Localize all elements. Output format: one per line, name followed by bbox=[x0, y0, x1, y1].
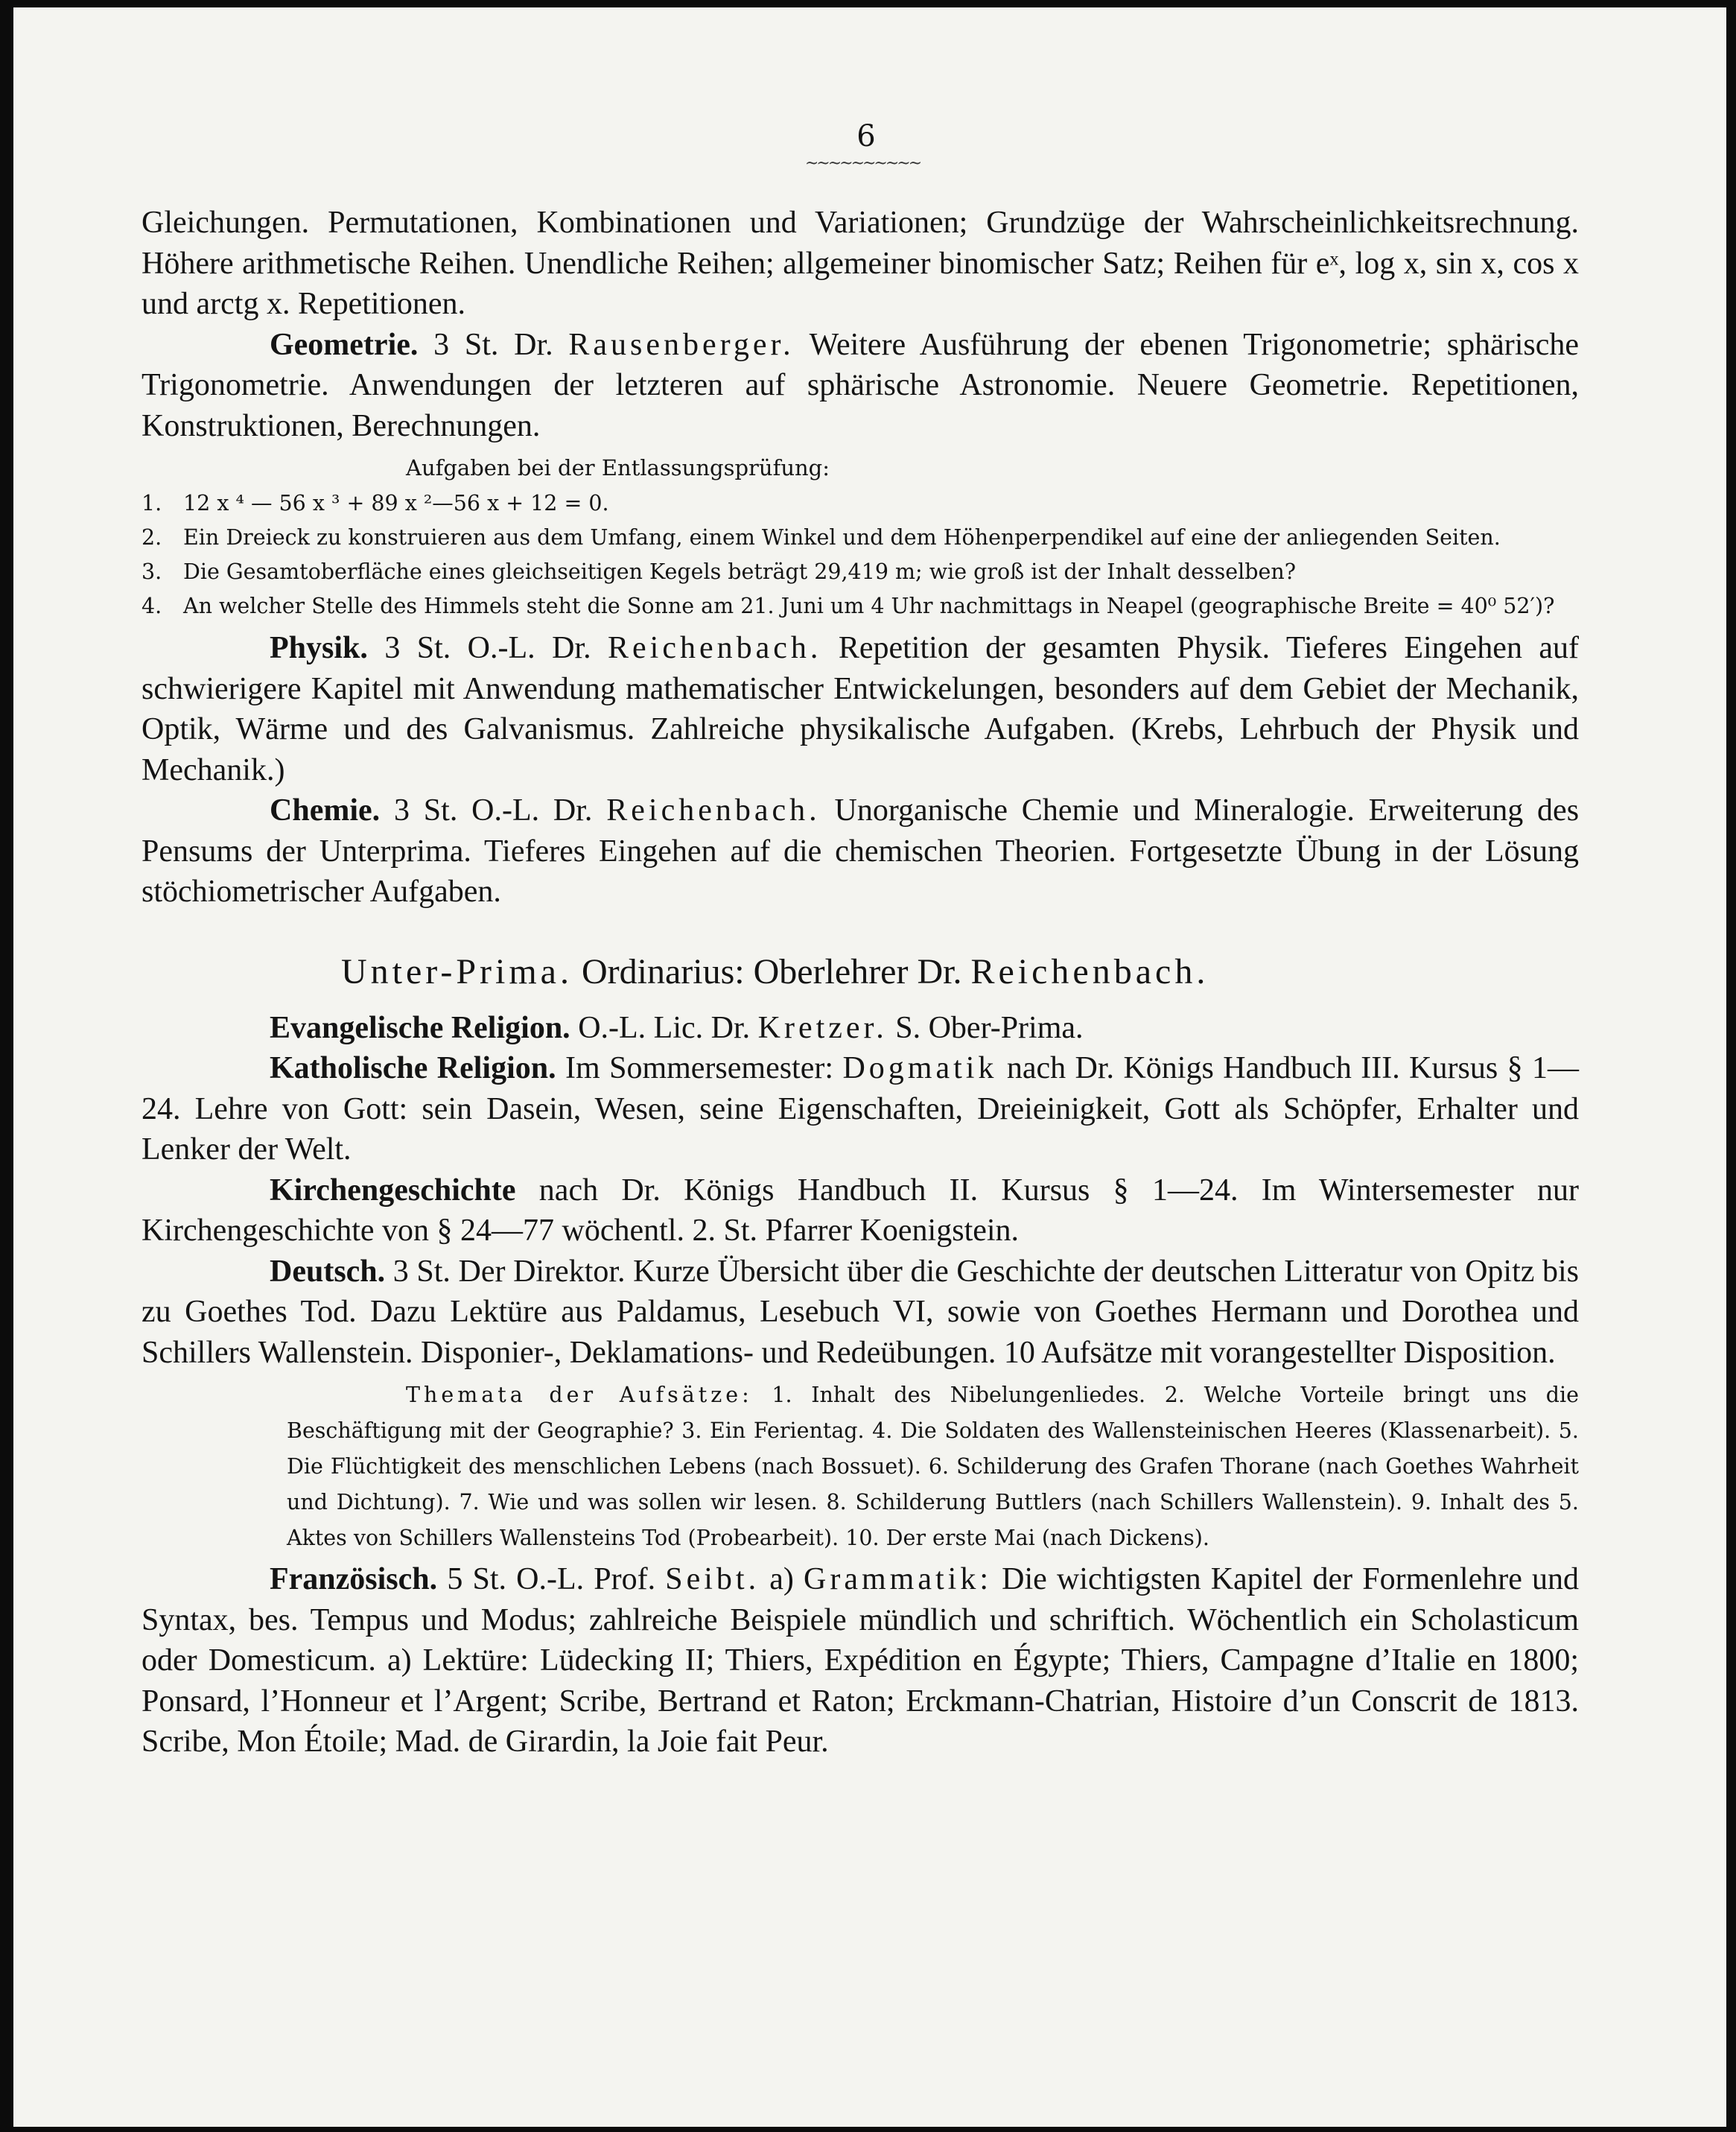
ev-religion-teacher: Kretzer. bbox=[757, 1010, 888, 1045]
geometrie-teacher: Rausenberger. bbox=[568, 327, 795, 362]
aufgabe-item-3: 3. Die Gesamtoberfläche eines gleichseitigen Kegels beträgt 29,419 m; wie groß ist der Inhalt desselben? bbox=[142, 559, 1296, 584]
geometrie-hours: 3 St. Dr. bbox=[433, 327, 553, 362]
chemie-hours: 3 St. O.-L. Dr. bbox=[393, 793, 593, 828]
chemie-text: Unorganische Chemie und Mineralogie. Erweiterung des Pensums der Unterprima. Tieferes Eingehen auf die chemischen Theorien. Fortgesetzte Übung in der Lösung stöchiometrischer Aufgaben. bbox=[142, 793, 1580, 909]
ev-religion-paragraph bbox=[142, 1008, 1579, 1049]
aufgaben-list bbox=[142, 486, 1579, 624]
franzoesisch-text: Die wichtigsten Kapitel der Formenlehre und Syntax, bes. Tempus und Modus; zahlreiche Beispiele mündlich und schriftich. Wöchentlich ein Scholasticum oder Domesticum. a) Lektüre: Lüdecking II; Thiers, Expédition en Égypte; Thiers, Campagne d’Italie en 1800; Ponsard, l’Honneur et l’Argent; Scribe, Bertrand et Raton; Erckmann-Chatrian, Histoire d’un Conscrit de 1813. Scribe, Mon Étoile; Mad. de Girardin, la Joie fait Peur. bbox=[142, 1562, 1580, 1759]
kath-religion-text: nach Dr. Königs Handbuch III. Kursus § 1—24. Lehre von Gott: sein Dasein, Wesen, seine Eigenschaften, Dreieinigkeit, Gott als Schöpfer, Erhalter und Lenker der Welt. bbox=[142, 1051, 1579, 1167]
kirchengeschichte-text: nach Dr. Königs Handbuch II. Kursus § 1—24. Im Wintersemester nur Kirchengeschichte von § 24—77 wöchentl. 2. St. Pfarrer Koenigstein. bbox=[142, 1173, 1580, 1248]
chemie-paragraph bbox=[142, 790, 1579, 913]
physik-paragraph bbox=[142, 628, 1579, 790]
section-heading bbox=[142, 950, 1579, 994]
ev-religion-title: Evangelische Religion. bbox=[270, 1010, 570, 1045]
franzoesisch-grammatik: Grammatik: bbox=[804, 1562, 992, 1596]
franzoesisch-a: a) bbox=[769, 1562, 794, 1596]
kirchengeschichte-title: Kirchengeschichte bbox=[270, 1173, 516, 1208]
geometrie-text: Weitere Ausführung der ebenen Trigonometrie; sphärische Trigonometrie. Anwendungen der letzteren auf sphärische Astronomie. Neuere Geometrie. Repetitionen, Konstruktionen, Berechnungen. bbox=[142, 327, 1580, 443]
aufgaben-caption: Aufgaben bei der Entlassungsprüfung: bbox=[406, 455, 830, 480]
deutsch-text: 3 St. Der Direktor. Kurze Übersicht über die Geschichte der deutschen Litteratur von Opitz bis zu Goethes Tod. Dazu Lektüre aus Paldamus, Lesebuch VI, sowie von Goethes Hermann und Dorothea und Schillers Wallenstein. Disponier-, Deklamations- und Redeübungen. 10 Aufsätze mit vorangestellter Disposition. bbox=[142, 1254, 1579, 1370]
themata-paragraph bbox=[142, 1377, 1579, 1556]
ev-religion-text: S. Ober-Prima. bbox=[895, 1010, 1084, 1045]
geometrie-title: Geometrie. bbox=[270, 327, 419, 362]
kath-religion-topic: Dogmatik bbox=[842, 1051, 998, 1085]
kath-religion-pre: Im Sommersemester: bbox=[565, 1051, 834, 1085]
themata-text: 1. Inhalt des Nibelungenliedes. 2. Welche Vorteile bringt uns die Beschäftigung mit der Geographie? 3. Ein Ferientag. 4. Die Soldaten des Wallensteinischen Heeres (Klassenarbeit). 5. Die Flüchtigkeit des menschlichen Lebens (nach Bossuet). 6. Schilderung des Grafen Thorane (nach Goethes Wahrheit und Dichtung). 7. Wie und was sollen wir lesen. 8. Schilderung Buttlers (nach Schillers Wallenstein). 9. Inhalt des 5. Aktes von Schillers Wallensteins Tod (Probearbeit). 10. Der erste Mai (nach Dickens). bbox=[287, 1383, 1580, 1550]
aufgabe-item-4: 4. An welcher Stelle des Himmels steht die Sonne am 21. Juni um 4 Uhr nachmittags in Neapel (geographische Breite = 40⁰ 52′)? bbox=[142, 594, 1555, 618]
kath-religion-paragraph bbox=[142, 1048, 1579, 1170]
intro-paragraph: Gleichungen. Permutationen, Kombinationen und Variationen; Grundzüge der Wahrscheinlichkeitsrechnung. Höhere arithmetische Reihen. Unendliche Reihen; allgemeiner binomischer Satz; Reihen für eˣ, log x, sin x, cos x und arctg x. Repetitionen. bbox=[142, 206, 1579, 321]
document-page bbox=[13, 7, 1726, 2127]
ordinarius-teacher: Reichenbach. bbox=[970, 951, 1209, 992]
page-number: 6 bbox=[856, 119, 876, 153]
aufgabe-item-1: 1. 12 x ⁴ — 56 x ³ + 89 x ²—56 x + 12 = 0. bbox=[142, 491, 609, 515]
page-body bbox=[142, 203, 1579, 1763]
aufgabe-item-2: 2. Ein Dreieck zu konstruieren aus dem Umfang, einem Winkel und dem Höhenperpendikel auf eine der anliegenden Seiten. bbox=[142, 525, 1501, 550]
franzoesisch-paragraph bbox=[142, 1559, 1579, 1763]
ornament-divider: ~~~~~~~~~~ bbox=[804, 154, 921, 173]
physik-hours: 3 St. O.-L. Dr. bbox=[384, 631, 591, 665]
franzoesisch-title: Französisch. bbox=[270, 1562, 438, 1596]
themata-label: Themata der Aufsätze: bbox=[406, 1383, 753, 1407]
physik-teacher: Reichenbach. bbox=[608, 631, 822, 665]
chemie-title: Chemie. bbox=[270, 793, 381, 828]
deutsch-paragraph bbox=[142, 1251, 1579, 1374]
chemie-teacher: Reichenbach. bbox=[606, 793, 821, 828]
geometrie-paragraph bbox=[142, 325, 1579, 447]
physik-title: Physik. bbox=[270, 631, 368, 665]
ordinarius-label: Ordinarius: Oberlehrer Dr. bbox=[581, 951, 962, 992]
ev-religion-pre: O.-L. Lic. Dr. bbox=[578, 1010, 751, 1045]
kath-religion-title: Katholische Religion. bbox=[270, 1051, 556, 1085]
class-name: Unter-Prima. bbox=[341, 951, 573, 992]
deutsch-title: Deutsch. bbox=[270, 1254, 386, 1289]
franzoesisch-pre: 5 St. O.-L. Prof. bbox=[447, 1562, 656, 1596]
kirchengeschichte-paragraph bbox=[142, 1170, 1579, 1251]
franzoesisch-teacher: Seibt. bbox=[665, 1562, 760, 1596]
physik-text: Repetition der gesamten Physik. Tieferes Eingehen auf schwierigere Kapitel mit Anwendung mathematischer Entwickelungen, besonders auf dem Gebiet der Mechanik, Optik, Wärme und des Galvanismus. Zahlreiche physikalische Aufgaben. (Krebs, Lehrbuch der Physik und Mechanik.) bbox=[142, 631, 1579, 787]
